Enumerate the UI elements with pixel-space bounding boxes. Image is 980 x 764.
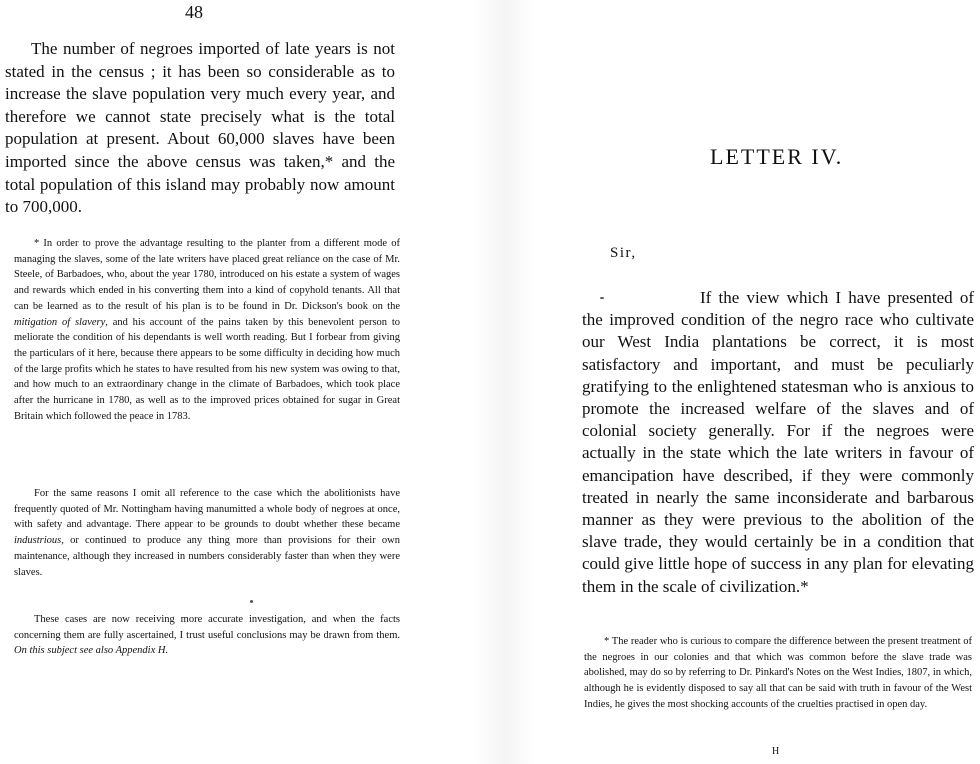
- salutation: Sir,: [610, 245, 637, 261]
- left-page: [0, 0, 420, 764]
- print-speck: [250, 600, 253, 603]
- footnote-italic: industrious: [14, 535, 62, 547]
- right-page: [560, 0, 980, 764]
- footnote-investigation: [14, 612, 400, 659]
- footnote-text: * In order to prove the advantage resulting to the planter from a different mode of managing the slaves, some of the late writers have placed great reliance on the case of Mr. Steele, of Barbadoes, who, about the year 1780, introduced on his estate a system of wages and rewards which ended in his converting them into a kind of copyhold tenants. All that can be learned as to the result of his plan is to be found in Dr. Dickson's book on the: [14, 238, 400, 312]
- footnote-text: These cases are now receiving more accurate investigation, and when the facts concerning them are fully ascertained, I trust useful conclusions may be drawn from them.: [14, 614, 400, 641]
- page-number: 48: [185, 2, 203, 22]
- footnote-nottingham: [14, 486, 400, 580]
- footnote-italic: On this subject see also Appendix H.: [14, 645, 169, 657]
- letter-body: If the view which I have presented of the improved condition of the negro race who cultivate our West India plantations be correct, it is most satisfactory and important, and must be peculiarly gratifying to the enlightened statesman who is anxious to promote the increased welfare of the slaves and of colonial society generally. For if the negroes were actually in the state which the late writers in favour of emancipation have described, if they were commonly treated in nearly the same inconsiderate and barbarous manner as they were previous to the abolition of the slave trade, they would certainly be in a condition that could give little hope of success in any plan for elevating them in the scale of civilization.*: [582, 288, 974, 596]
- letter-title: LETTER IV.: [710, 144, 844, 169]
- footnote-text: , and his account of the pains taken by this benevolent person to meliorate the condition of his dependants is well worth reading. But I forbear from giving the particulars of it here, because there appears to be some difficulty in deciding how much of the large profits which he states to have resulted from his new system was owing to that, and how much to an extraordinary change in the climate of Barbadoes, which took place after the hurricane in 1780, as well as to the improved prices obtained for sugar in Great Britain which followed the peace in 1783.: [14, 316, 400, 422]
- book-gutter: [475, 0, 535, 764]
- signature-mark: H: [772, 746, 781, 757]
- footnote-steele: [14, 236, 400, 424]
- footnote-italic: mitigation of slavery: [14, 316, 106, 328]
- print-speck: [600, 297, 604, 299]
- main-paragraph: The number of negroes imported of late years is not stated in the census ; it has been so considerable as to increase the slave population very much every year, and therefore we cannot state precisely what is the total population at present. About 60,000 slaves have been imported since the above census was taken,* and the total population of this island may probably now amount to 700,000.: [5, 39, 395, 217]
- footnote-pinkard: * The reader who is curious to compare the difference between the present treatment of the negroes in our colonies and that which was common before the slave trade was abolished, may do so by referring to Dr. Pinkard's Notes on the West Indies, 1807, in which, although he is evidently disposed to say all that can be said with truth in favour of the West Indies, he gives the most shocking accounts of the cruelties practised in open day.: [584, 636, 972, 710]
- footnote-text: For the same reasons I omit all reference to the case which the abolitionists have frequently quoted of Mr. Nottingham having manumitted a whole body of negroes at once, with safety and advantage. There appear to be grounds to doubt whether these became: [14, 488, 400, 531]
- footnote-text: , or continued to produce any thing more than provisions for their own maintenance, although they increased in numbers considerably faster than when they were slaves.: [14, 535, 400, 578]
